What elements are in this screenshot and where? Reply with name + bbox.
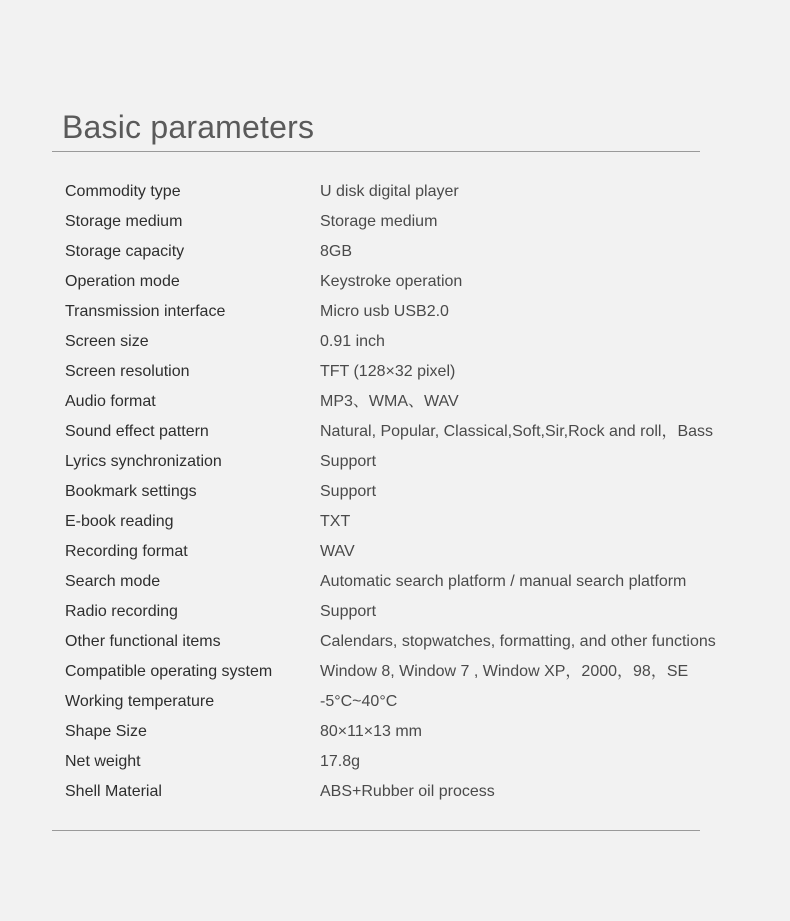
parameter-value: WAV: [320, 543, 355, 560]
parameter-value: Support: [320, 453, 377, 470]
parameter-row: [65, 747, 775, 777]
parameter-value: Micro usb USB2.0: [320, 303, 449, 320]
parameter-value: Window 8, Window 7 , Window XP，2000，98，SE: [320, 663, 689, 680]
parameter-label: Commodity type: [65, 183, 181, 200]
parameter-value: U disk digital player: [320, 183, 459, 200]
parameter-row: [65, 567, 775, 597]
parameter-label: Lyrics synchronization: [65, 453, 222, 470]
parameter-value: -5°C~40°C: [320, 693, 398, 710]
parameter-label: Recording format: [65, 543, 188, 560]
parameter-row: [65, 477, 775, 507]
parameter-value: TXT: [320, 513, 351, 530]
parameter-value: 17.8g: [320, 753, 361, 770]
top-divider: [52, 151, 700, 152]
parameter-label: Other functional items: [65, 633, 221, 650]
parameter-row: [65, 447, 775, 477]
parameter-label: Radio recording: [65, 603, 178, 620]
parameter-row: [65, 777, 775, 807]
parameter-row: [65, 207, 775, 237]
parameter-row: [65, 387, 775, 417]
parameter-value: MP3、WMA、WAV: [320, 393, 459, 410]
bottom-divider: [52, 830, 700, 831]
parameter-label: Audio format: [65, 393, 156, 410]
parameter-label: Working temperature: [65, 693, 215, 710]
parameter-label: E-book reading: [65, 513, 174, 530]
parameter-value: Support: [320, 483, 377, 500]
parameter-value: 8GB: [320, 243, 353, 260]
parameter-value: ABS+Rubber oil process: [320, 783, 495, 800]
parameter-label: Operation mode: [65, 273, 180, 290]
section-title: Basic parameters: [62, 109, 315, 145]
parameter-value: Automatic search platform / manual search platform: [320, 573, 687, 590]
parameter-label: Bookmark settings: [65, 483, 197, 500]
parameter-label: Net weight: [65, 753, 141, 770]
parameter-label: Search mode: [65, 573, 161, 590]
parameter-row: [65, 297, 775, 327]
parameter-row: [65, 267, 775, 297]
parameter-row: [65, 507, 775, 537]
parameter-label: Shape Size: [65, 723, 147, 740]
parameter-value: Keystroke operation: [320, 273, 463, 290]
parameter-row: [65, 417, 775, 447]
parameter-label: Transmission interface: [65, 303, 226, 320]
parameter-row: [65, 597, 775, 627]
parameter-row: [65, 357, 775, 387]
parameter-value: 80×11×13 mm: [320, 723, 422, 740]
parameter-value: Calendars, stopwatches, formatting, and other functions: [320, 633, 716, 650]
parameter-row: [65, 177, 775, 207]
parameter-value: TFT (128×32 pixel): [320, 363, 456, 380]
parameter-row: [65, 237, 775, 267]
parameter-row: [65, 327, 775, 357]
parameter-list: [65, 177, 775, 807]
parameter-row: [65, 627, 775, 657]
parameter-label: Screen size: [65, 333, 149, 350]
parameter-label: Sound effect pattern: [65, 423, 209, 440]
parameter-row: [65, 537, 775, 567]
parameter-label: Screen resolution: [65, 363, 190, 380]
parameter-label: Storage capacity: [65, 243, 185, 260]
parameter-label: Shell Material: [65, 783, 162, 800]
parameter-value: 0.91 inch: [320, 333, 385, 350]
parameter-row: [65, 687, 775, 717]
parameter-label: Storage medium: [65, 213, 183, 230]
parameter-value: Natural, Popular, Classical,Soft,Sir,Rock and roll，Bass: [320, 423, 714, 440]
parameter-value: Support: [320, 603, 377, 620]
parameter-value: Storage medium: [320, 213, 438, 230]
parameter-row: [65, 657, 775, 687]
parameter-label: Compatible operating system: [65, 663, 273, 680]
parameter-row: [65, 717, 775, 747]
